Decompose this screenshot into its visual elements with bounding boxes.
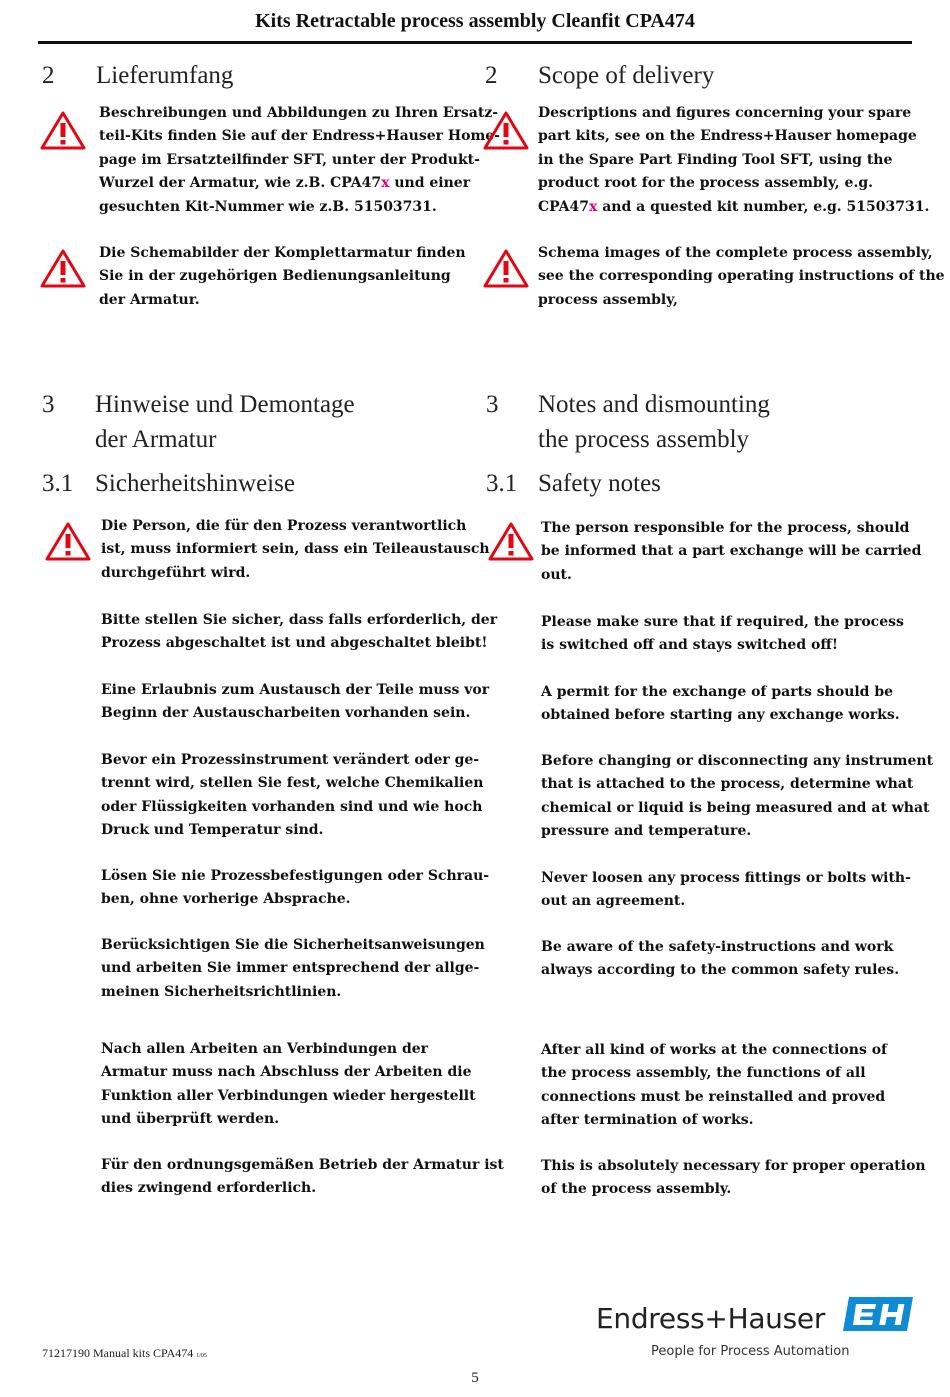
company-logo-icon [843, 1297, 913, 1337]
para-pre: Beschreibungen und Abbildungen zu Ihren Ersatz- teil-Kits finden Sie auf der Endress+Hauser Home- page im Ersatzteilfinder SFT, unter der Produkt- Wurzel der Armatur, wie z.B. CPA47 [99, 105, 500, 192]
section-number: 3 [486, 391, 499, 418]
section-title-line1: Notes and dismounting [538, 391, 770, 418]
safety-paragraph-de: Lösen Sie nie Prozessbefestigungen oder Schrau- ben, ohne vorherige Absprache. [101, 868, 490, 908]
safety-paragraph-de: Eine Erlaubnis zum Austausch der Teile muss vor Beginn der Austauscharbeiten vorhanden sein. [101, 682, 490, 722]
paragraph-de-schema: Die Schemabilder der Komplettarmatur finden Sie in der zugehörigen Bedienungsanleitung der Armatur. [99, 245, 466, 308]
section-title-line2: der Armatur [95, 426, 217, 453]
warning-icon [488, 521, 534, 561]
safety-paragraph-en: After all kind of works at the connections of the process assembly, the functions of all connections must be reinstalled and proved after termination of works. [541, 1042, 888, 1129]
safety-paragraph-de: Berücksichtigen Sie die Sicherheitsanweisungen und arbeiten Sie immer entsprechend der allge- meinen Sicherheitsrichtlinien. [101, 937, 485, 1000]
safety-paragraph-en: Before changing or disconnecting any instrument that is attached to the process, determine what chemical or liquid is being measured and at what pressure and temperature. [541, 753, 934, 840]
warning-icon [483, 110, 529, 150]
section-title: Sicherheitshinweise [95, 470, 295, 497]
para-pre: Descriptions and figures concerning your spare part kits, see on the Endress+Hauser homepage in the Spare Part Finding Tool SFT, using the product root for the process assembly, e.g. CPA47 [538, 105, 917, 215]
section-number: 3 [42, 391, 55, 418]
section-number: 3.1 [486, 470, 518, 497]
section-title: Lieferumfang [96, 62, 234, 89]
section-number: 2 [485, 62, 498, 89]
para-post: and a quested kit number, e.g. 51503731. [597, 198, 930, 215]
paragraph-en-schema: Schema images of the complete process assembly, see the corresponding operating instructions of the process assembly, [538, 245, 945, 308]
section-title: Scope of delivery [538, 62, 715, 89]
header-rule [38, 41, 912, 44]
warning-icon [483, 248, 529, 288]
safety-paragraph-en: Be aware of the safety-instructions and work always according to the common safety rules. [541, 939, 900, 979]
document-code [42, 1346, 207, 1361]
safety-paragraph-en: The person responsible for the process, should be informed that a part exchange will be carried out. [541, 520, 922, 583]
header-title: Kits Retractable process assembly Cleanfit CPA474 [255, 10, 695, 32]
safety-paragraph-en: This is absolutely necessary for proper operation of the process assembly. [541, 1158, 926, 1198]
highlight-x: x [381, 175, 390, 192]
safety-paragraph-en: Please make sure that if required, the process is switched off and stays switched off! [541, 614, 904, 654]
section-number: 3.1 [42, 470, 74, 497]
page-number: 5 [471, 1370, 479, 1386]
safety-paragraph-de: Für den ordnungsgemäßen Betrieb der Armatur ist dies zwingend erforderlich. [101, 1157, 504, 1197]
safety-paragraph-en: Never loosen any process fittings or bolts with- out an agreement. [541, 870, 911, 910]
section-title: Safety notes [538, 470, 661, 497]
document-code-text: 71217190 Manual kits CPA474 [42, 1346, 194, 1360]
company-logo-name: Endress+Hauser [596, 1302, 826, 1335]
safety-paragraph-de: Die Person, die für den Prozess verantwortlich ist, muss informiert sein, dass ein Teileaustausch durchgeführt wird. [101, 518, 490, 581]
para-post: und einer gesuchten Kit-Nummer wie z.B. 51503731. [99, 175, 471, 215]
section-number: 2 [42, 62, 55, 89]
company-tagline: People for Process Automation [651, 1344, 850, 1359]
warning-icon [40, 248, 86, 288]
safety-paragraph-de: Nach allen Arbeiten an Verbindungen der Armatur muss nach Abschluss der Arbeiten die Funktion aller Verbindungen wieder hergestellt und überprüft werden. [101, 1041, 476, 1128]
safety-paragraph-en: A permit for the exchange of parts should be obtained before starting any exchange works. [541, 684, 900, 724]
paragraph-en-kits [538, 102, 929, 219]
section-title-line2: the process assembly [538, 426, 750, 453]
paragraph-de-kits [99, 102, 500, 219]
warning-icon [40, 110, 86, 150]
section-title-line1: Hinweise und Demontage [95, 391, 355, 418]
highlight-x: x [589, 198, 598, 215]
safety-paragraph-de: Bitte stellen Sie sicher, dass falls erforderlich, der Prozess abgeschaltet ist und abgeschaltet bleibt! [101, 612, 498, 652]
document-version: 1/05 [196, 1353, 207, 1359]
warning-icon [45, 521, 91, 561]
safety-paragraph-de: Bevor ein Prozessinstrument verändert oder ge- trennt wird, stellen Sie fest, welche Chemikalien oder Flüssigkeiten vorhanden sind und wie hoch Druck und Temperatur sind. [101, 752, 484, 839]
